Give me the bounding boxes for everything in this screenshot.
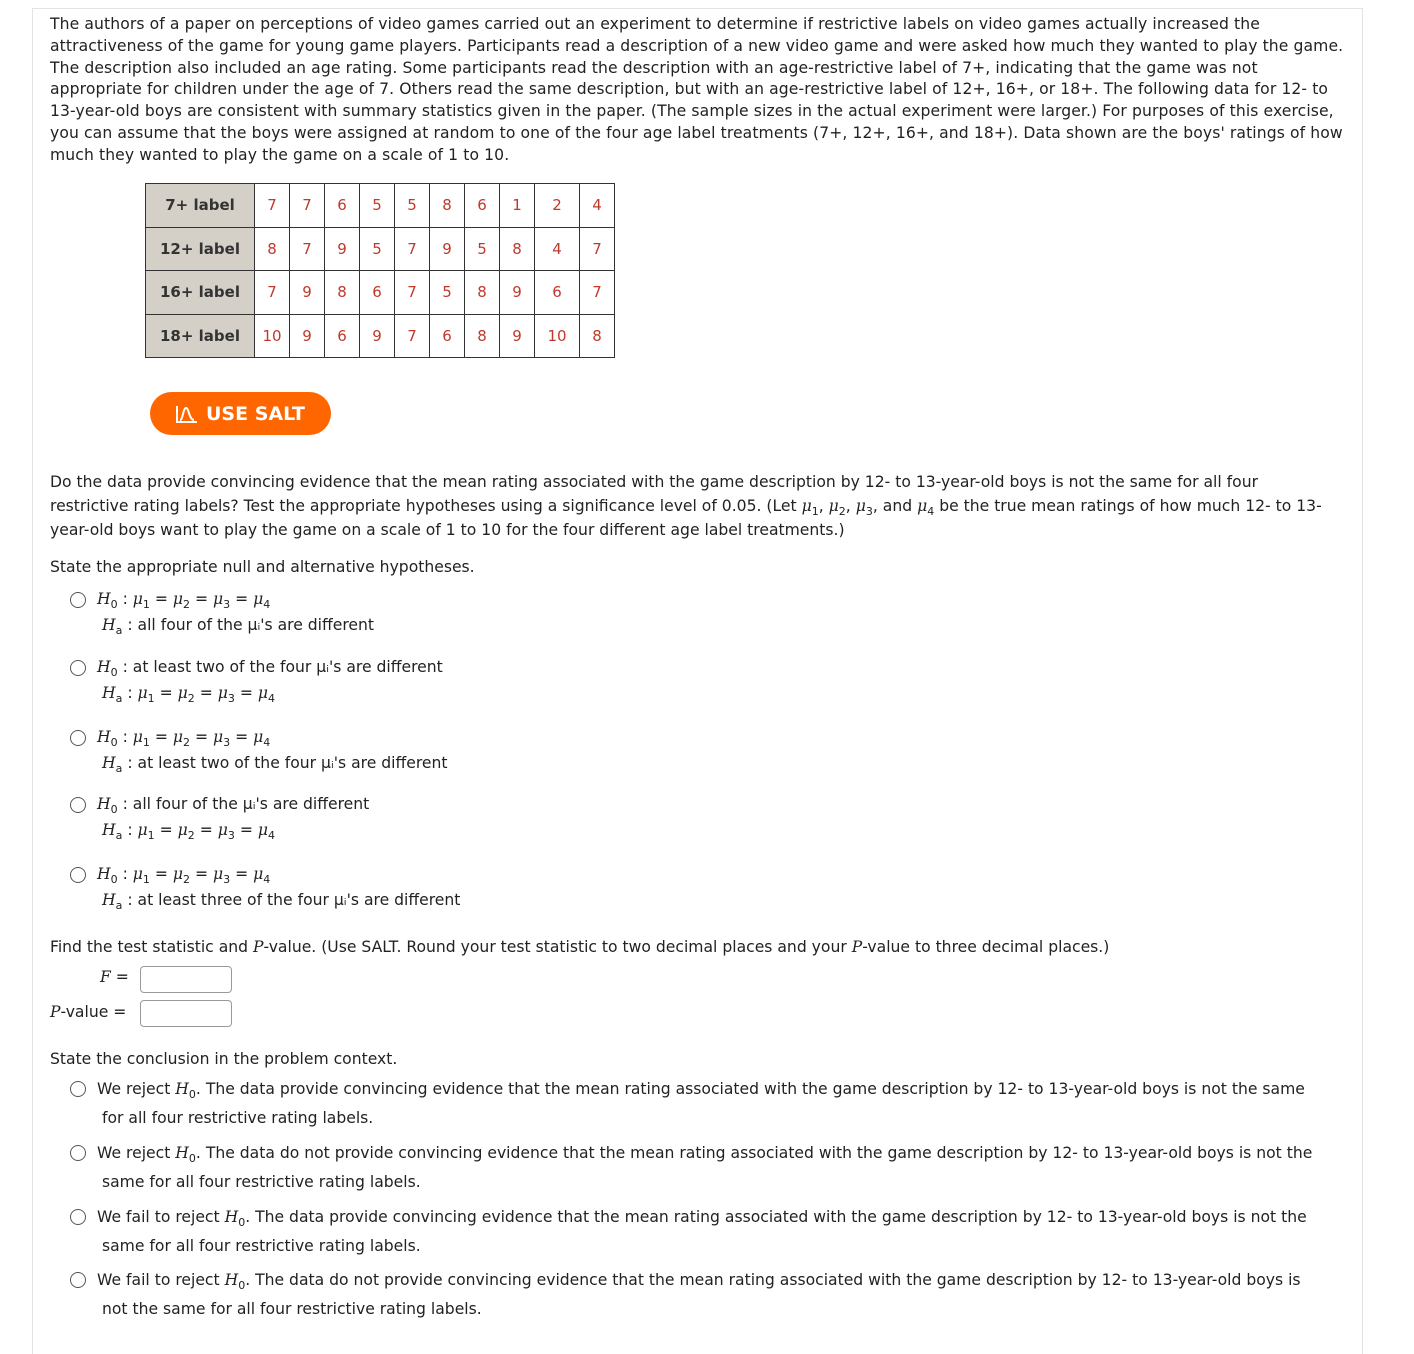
table-cell: 1 bbox=[500, 184, 535, 228]
table-cell: 8 bbox=[465, 314, 500, 358]
radio-button[interactable] bbox=[70, 797, 86, 813]
table-row bbox=[146, 184, 615, 228]
table-cell: 2 bbox=[535, 184, 580, 228]
table-cell: 9 bbox=[325, 227, 360, 271]
table-cell: 7 bbox=[395, 227, 430, 271]
table-cell: 9 bbox=[290, 314, 325, 358]
table-cell: 5 bbox=[430, 271, 465, 315]
question-content: The authors of a paper on perceptions of video games carried out an experiment to determine if restrictive labels on video games actually increased the attractiveness of the game for young game players. Participants read a description of a new video game and were asked how much they wanted to play the game. The description also included an age rating. Some participants read the description with an age-restrictive label of 7+, indicating that the game was not appropriate for children under the age of 7. Others read the same description, but with an age-restrictive label of 12+, 16+, or 18+. The following data for 12- to 13-year-old boys are consistent with summary statistics given in the paper. (The sample sizes in the actual experiment were larger.) For purposes of this exercise, you can assume that the boys were assigned at random to one of the four age label treatments (7+, 12+, 16+, and 18+). Data shown are the boys' ratings of how much they wanted to play the game on a scale of 1 to 10. 7+ label 7 7 6 5 5 8 6 1 2 4 12+ label 8 7 9 5 7 9 5 8 4 7 16+ label 7 9 8 6 7 5 8 9 6 7 18+ label 10 9 6 9 7 6 8 9 10 8 USE SALT Do the data provide convincing evidence that the mean rating associated with the game description by 12- to 13-year-old boys is not the same for all four restrictive rating labels? Test the appropriate hypotheses using a significance level of 0.05. (Let $\mu_1$, $\mu_2$, $\mu_3$, and $\mu_4$ be the true mean ratings of how much 12- to 13-year-old boys want to play the game on a scale of 1 to 10 for the four different age label treatments.) State the appropriate null and alternative hypotheses. $H_0$ : $\mu_1 = \mu_2 = \mu_3 = \mu_4$ $H_a$ : all four of the μᵢ's are different $H_0$ : at least two of the four μᵢ's are different $H_a$ : $\mu_1 = \mu_2 = \mu_3 = \mu_4$ $H_0$ : $\mu_1 = \mu_2 = \mu_3 = \mu_4$ $H_a$ : at least two of the four μᵢ's are different $H_0$ : all four of the μᵢ's are different $H_a$ : $\mu_1 = \mu_2 = \mu_3 = \mu_4$ $H_0$ : $\mu_1 = \mu_2 = \mu_3 = \mu_4$ $H_a$ : at least three of the four μᵢ's are different Find the test statistic and P-value. (Use SALT. Round your test statistic to two decimal places and your P-value to three decimal places.) F = P-value = State the conclusion in the problem context. We reject $H_0$. The data provide convincing evidence that the mean rating associated with the game description by 12- to 13-year-old boys is not the same for all four restrictive rating labels. We reject $H_0$. The data do not provide convincing evidence that the mean rating associated with the game description by 12- to 13-year-old boys is not the same for all four restrictive rating labels. We fail to reject $H_0$. The data provide convincing evidence that the mean rating associated with the game description by 12- to 13-year-old boys is not the same for all four restrictive rating labels. We fail to reject $H_0$. The data do not provide convincing evidence that the mean rating associated with the game description by 12- to 13-year-old boys is not the same for all four restrictive rating labels. bbox=[50, 14, 1350, 167]
use-salt-button[interactable] bbox=[150, 392, 331, 435]
row-label: 16+ label bbox=[146, 271, 255, 315]
conclusion-option-4[interactable]: We fail to reject $H_0$. The data do not provide convincing evidence that the mean rating associated with the game description by 12- to 13-year-old boys is not the same for all four restrictive rating labels. bbox=[70, 1266, 1335, 1324]
table-cell: 10 bbox=[535, 314, 580, 358]
conclusion-option-1[interactable]: We reject $H_0$. The data provide convincing evidence that the mean rating associated with the game description by 12- to 13-year-old boys is not the same for all four restrictive rating labels. bbox=[70, 1075, 1335, 1133]
table-row bbox=[146, 314, 615, 358]
table-cell: 6 bbox=[360, 271, 395, 315]
table-cell: 8 bbox=[580, 314, 615, 358]
radio-button[interactable] bbox=[70, 730, 86, 746]
table-cell: 5 bbox=[360, 227, 395, 271]
table-cell: 7 bbox=[290, 184, 325, 228]
row-label: 18+ label bbox=[146, 314, 255, 358]
conclusion-option-2[interactable]: We reject $H_0$. The data do not provide convincing evidence that the mean rating associated with the game description by 12- to 13-year-old boys is not the same for all four restrictive rating labels. bbox=[70, 1139, 1335, 1197]
conclusion-prompt: State the conclusion in the problem context. bbox=[50, 1050, 398, 1068]
table-cell: 10 bbox=[255, 314, 290, 358]
table-cell: 4 bbox=[580, 184, 615, 228]
radio-button[interactable] bbox=[70, 1272, 86, 1288]
table-cell: 7 bbox=[580, 271, 615, 315]
table-cell: 6 bbox=[325, 314, 360, 358]
table-cell: 7 bbox=[395, 271, 430, 315]
radio-button[interactable] bbox=[70, 1209, 86, 1225]
intro-paragraph: The authors of a paper on perceptions of video games carried out an experiment to determine if restrictive labels on video games actually increased the attractiveness of the game for young game players. Participants read a description of a new video game and were asked how much they wanted to play the game. The description also included an age rating. Some participants read the description with an age-restrictive label of 7+, indicating that the game was not appropriate for children under the age of 7. Others read the same description, but with an age-restrictive label of 12+, 16+, or 18+. The following data for 12- to 13-year-old boys are consistent with summary statistics given in the paper. (The sample sizes in the actual experiment were larger.) For purposes of this exercise, you can assume that the boys were assigned at random to one of the four age label treatments (7+, 12+, 16+, and 18+). Data shown are the boys' ratings of how much they wanted to play the game on a scale of 1 to 10. bbox=[50, 15, 1344, 164]
table-cell: 9 bbox=[430, 227, 465, 271]
table-cell: 8 bbox=[325, 271, 360, 315]
table-cell: 5 bbox=[395, 184, 430, 228]
table-cell: 7 bbox=[580, 227, 615, 271]
question-text: Do the data provide convincing evidence that the mean rating associated with the game description by 12- to 13-year-old boys is not the same for all four restrictive rating labels? Test the appropriate hypotheses using a significance level of 0.05. (Let $\mu_1$, $\mu_2$, $\mu_3$, and $\mu_4$ be the true mean ratings of how much 12- to 13-year-old boys want to play the game on a scale of 1 to 10 for the four different age label treatments.) bbox=[50, 473, 1322, 539]
table-cell: 8 bbox=[255, 227, 290, 271]
table-cell: 9 bbox=[500, 314, 535, 358]
table-cell: 7 bbox=[255, 184, 290, 228]
radio-button[interactable] bbox=[70, 867, 86, 883]
hypotheses-prompt: State the appropriate null and alternative hypotheses. bbox=[50, 558, 475, 576]
find-instructions: Find the test statistic and P-value. (Use SALT. Round your test statistic to two decimal places and your P-value to three decimal places.) bbox=[50, 938, 1110, 956]
f-statistic-input[interactable] bbox=[140, 966, 232, 993]
f-label: F = bbox=[100, 968, 129, 986]
radio-button[interactable] bbox=[70, 1081, 86, 1097]
conclusion-option-3[interactable]: We fail to reject $H_0$. The data provide convincing evidence that the mean rating associated with the game description by 12- to 13-year-old boys is not the same for all four restrictive rating labels. bbox=[70, 1203, 1335, 1261]
table-cell: 8 bbox=[500, 227, 535, 271]
table-cell: 9 bbox=[500, 271, 535, 315]
radio-button[interactable] bbox=[70, 592, 86, 608]
radio-button[interactable] bbox=[70, 1145, 86, 1161]
p-value-input[interactable] bbox=[140, 1000, 232, 1027]
table-cell: 9 bbox=[290, 271, 325, 315]
table-cell: 8 bbox=[465, 271, 500, 315]
table-row bbox=[146, 271, 615, 315]
table-cell: 8 bbox=[430, 184, 465, 228]
ratings-table bbox=[145, 183, 615, 358]
table-cell: 5 bbox=[465, 227, 500, 271]
table-cell: 6 bbox=[325, 184, 360, 228]
table-cell: 9 bbox=[360, 314, 395, 358]
table-cell: 6 bbox=[535, 271, 580, 315]
table-cell: 6 bbox=[465, 184, 500, 228]
table-cell: 7 bbox=[290, 227, 325, 271]
p-value-label: P-value = bbox=[50, 1003, 127, 1021]
table-cell: 7 bbox=[255, 271, 290, 315]
radio-button[interactable] bbox=[70, 660, 86, 676]
row-label: 12+ label bbox=[146, 227, 255, 271]
table-cell: 7 bbox=[395, 314, 430, 358]
row-label: 7+ label bbox=[146, 184, 255, 228]
table-row bbox=[146, 227, 615, 271]
table-cell: 4 bbox=[535, 227, 580, 271]
table-cell: 6 bbox=[430, 314, 465, 358]
salt-chart-icon bbox=[176, 405, 198, 423]
use-salt-label: USE SALT bbox=[205, 402, 306, 425]
table-cell: 5 bbox=[360, 184, 395, 228]
